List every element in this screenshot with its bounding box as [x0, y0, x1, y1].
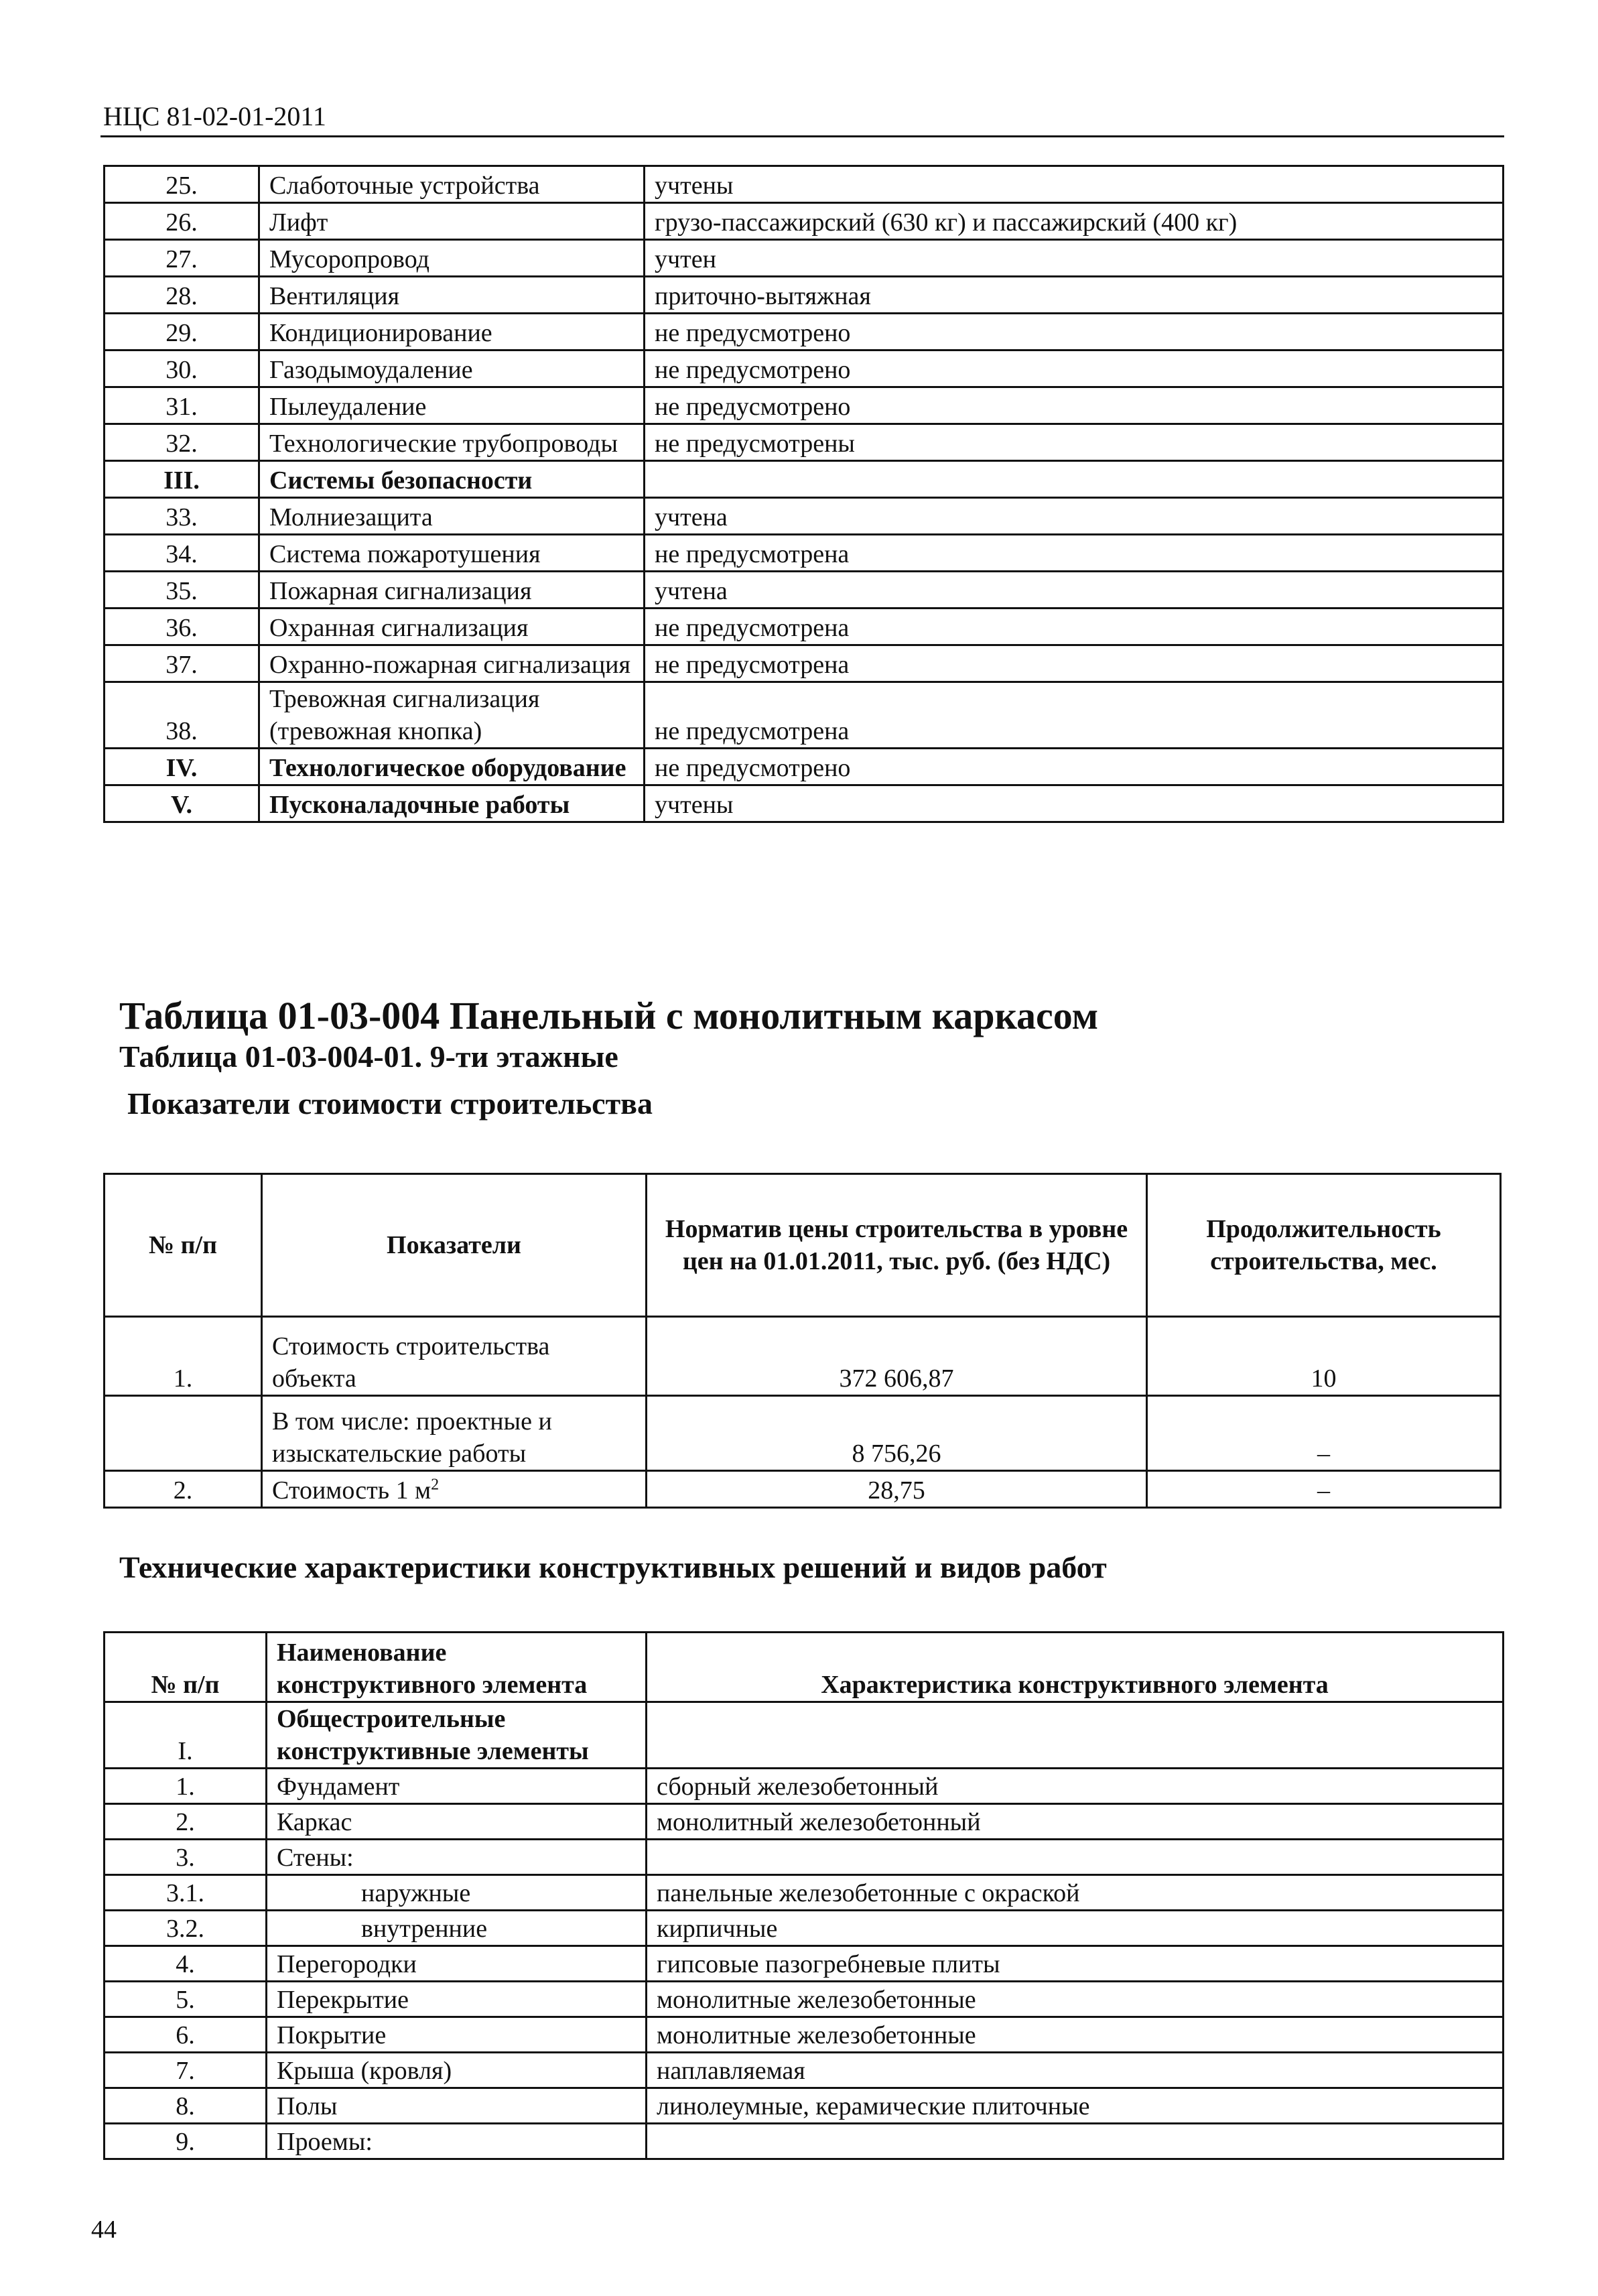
row-num: 3. — [105, 1840, 267, 1875]
row-name: Мусоропровод — [259, 240, 645, 277]
row-value: не предусмотрено — [645, 350, 1504, 387]
row-num: 26. — [105, 203, 259, 240]
row-name: Пожарная сигнализация — [259, 572, 645, 609]
row-value — [647, 1840, 1504, 1875]
table-row — [105, 1317, 1501, 1396]
table-row — [105, 1396, 1501, 1471]
row-name: Полы — [267, 2088, 647, 2124]
row-num — [105, 1396, 262, 1471]
row-value: не предусмотрена — [645, 645, 1504, 682]
row-value: учтена — [645, 572, 1504, 609]
table-row — [105, 387, 1504, 424]
table-row — [105, 1982, 1504, 2017]
row-value: монолитные железобетонные — [647, 1982, 1504, 2017]
table-row — [105, 2088, 1504, 2124]
table-row — [105, 785, 1504, 822]
row-name: Охранная сигнализация — [259, 609, 645, 645]
table-title: Таблица 01-03-004 Панельный с монолитным каркасом — [119, 994, 1099, 1037]
row-name: Система пожаротушения — [259, 535, 645, 572]
row-duration: – — [1147, 1396, 1501, 1471]
col-header-indicators: Показатели — [262, 1174, 647, 1317]
row-num: 38. — [105, 682, 259, 749]
table-row — [105, 461, 1504, 498]
row-price: 372 606,87 — [647, 1317, 1147, 1396]
row-name: Перекрытие — [267, 1982, 647, 2017]
tech-table — [103, 1631, 1504, 2160]
row-name: Газодымоудаление — [259, 350, 645, 387]
table-row — [105, 277, 1504, 314]
cost-table — [103, 1173, 1502, 1509]
row-num: 8. — [105, 2088, 267, 2124]
row-name: Молниезащита — [259, 498, 645, 535]
row-value: не предусмотрена — [645, 535, 1504, 572]
table-row — [105, 314, 1504, 350]
row-num: 36. — [105, 609, 259, 645]
row-name: Проемы: — [267, 2124, 647, 2159]
row-num: 32. — [105, 424, 259, 461]
row-name: наружные — [267, 1875, 647, 1911]
tech-heading: Технические характеристики конструктивных решений и видов работ — [119, 1550, 1107, 1584]
row-value: линолеумные, керамические плиточные — [647, 2088, 1504, 2124]
row-duration: – — [1147, 1471, 1501, 1508]
table-row — [105, 1471, 1501, 1508]
row-value: сборный железобетонный — [647, 1769, 1504, 1804]
row-num: 2. — [105, 1804, 267, 1840]
table-row — [105, 1911, 1504, 1946]
row-name: Стоимость строительства объекта — [262, 1317, 647, 1396]
table-row — [105, 424, 1504, 461]
document-code: НЦС 81-02-01-2011 — [103, 101, 326, 131]
header-rule — [101, 135, 1504, 137]
row-value: не предусмотрено — [645, 314, 1504, 350]
row-value: не предусмотрено — [645, 749, 1504, 785]
row-value: монолитный железобетонный — [647, 1804, 1504, 1840]
row-value — [647, 2124, 1504, 2159]
table-row — [105, 240, 1504, 277]
row-name: Крыша (кровля) — [267, 2053, 647, 2088]
row-value: не предусмотрена — [645, 609, 1504, 645]
row-value: учтен — [645, 240, 1504, 277]
table-row — [105, 1702, 1504, 1769]
page-number: 44 — [91, 2216, 117, 2244]
row-name: Стены: — [267, 1840, 647, 1875]
row-value: кирпичные — [647, 1911, 1504, 1946]
row-name: Тревожная сигнализация (тревожная кнопка) — [259, 682, 645, 749]
row-name: Технологические трубопроводы — [259, 424, 645, 461]
table-row — [105, 1840, 1504, 1875]
row-name: Системы безопасности — [259, 461, 645, 498]
row-name: Пусконаладочные работы — [259, 785, 645, 822]
row-name: Вентиляция — [259, 277, 645, 314]
row-num: 29. — [105, 314, 259, 350]
table-row — [105, 2124, 1504, 2159]
row-name-text: Стоимость 1 м — [272, 1476, 431, 1505]
table-row — [105, 2017, 1504, 2053]
row-num: 3.2. — [105, 1911, 267, 1946]
superscript: 2 — [431, 1476, 440, 1494]
row-name: Фундамент — [267, 1769, 647, 1804]
row-num: 25. — [105, 166, 259, 203]
row-price: 8 756,26 — [647, 1396, 1147, 1471]
row-name: Охранно-пожарная сигнализация — [259, 645, 645, 682]
row-name: В том числе: проектные и изыскательские работы — [262, 1396, 647, 1471]
table-row — [105, 535, 1504, 572]
row-num: 1. — [105, 1769, 267, 1804]
row-num: 34. — [105, 535, 259, 572]
table-row — [105, 682, 1504, 749]
row-name: Слаботочные устройства — [259, 166, 645, 203]
row-num: 31. — [105, 387, 259, 424]
cost-heading: Показатели стоимости строительства — [127, 1086, 653, 1121]
col-header-num: № п/п — [105, 1174, 262, 1317]
row-name — [262, 1471, 647, 1508]
row-num: 3.1. — [105, 1875, 267, 1911]
row-name: Лифт — [259, 203, 645, 240]
row-value: не предусмотрены — [645, 424, 1504, 461]
row-num: V. — [105, 785, 259, 822]
row-name: Каркас — [267, 1804, 647, 1840]
row-value: наплавляемая — [647, 2053, 1504, 2088]
table-row — [105, 2053, 1504, 2088]
table-row — [105, 645, 1504, 682]
row-num: 9. — [105, 2124, 267, 2159]
table-row — [105, 350, 1504, 387]
row-num: 27. — [105, 240, 259, 277]
table-row — [105, 203, 1504, 240]
row-name: Технологическое оборудование — [259, 749, 645, 785]
row-num: 7. — [105, 2053, 267, 2088]
row-num: 6. — [105, 2017, 267, 2053]
table-subtitle: Таблица 01-03-004-01. 9-ти этажные — [119, 1039, 618, 1074]
row-num: III. — [105, 461, 259, 498]
table-row — [105, 572, 1504, 609]
row-num: 35. — [105, 572, 259, 609]
row-price: 28,75 — [647, 1471, 1147, 1508]
col-header-duration: Продолжительность строительства, мес. — [1147, 1174, 1501, 1317]
table-row — [105, 609, 1504, 645]
row-value: учтена — [645, 498, 1504, 535]
row-value: не предусмотрено — [645, 387, 1504, 424]
row-value — [647, 1702, 1504, 1769]
col-header-price: Норматив цены строительства в уровне цен на 01.01.2011, тыс. руб. (без НДС) — [647, 1174, 1147, 1317]
row-num: 5. — [105, 1982, 267, 2017]
col-header-num: № п/п — [105, 1633, 267, 1702]
row-value: приточно-вытяжная — [645, 277, 1504, 314]
table-row — [105, 1946, 1504, 1982]
table-row — [105, 1769, 1504, 1804]
row-value: учтены — [645, 166, 1504, 203]
row-value — [645, 461, 1504, 498]
table-row — [105, 1875, 1504, 1911]
row-name: Перегородки — [267, 1946, 647, 1982]
col-header-element: Наименование конструктивного элемента — [267, 1633, 647, 1702]
table-row — [105, 498, 1504, 535]
row-name: внутренние — [267, 1911, 647, 1946]
row-num: I. — [105, 1702, 267, 1769]
row-num: 2. — [105, 1471, 262, 1508]
row-value: не предусмотрена — [645, 682, 1504, 749]
col-header-characteristic: Характеристика конструктивного элемента — [647, 1633, 1504, 1702]
row-name: Покрытие — [267, 2017, 647, 2053]
table-row — [105, 749, 1504, 785]
row-value: гипсовые пазогребневые плиты — [647, 1946, 1504, 1982]
table-row — [105, 1804, 1504, 1840]
row-num: 4. — [105, 1946, 267, 1982]
row-num: 33. — [105, 498, 259, 535]
row-num: 30. — [105, 350, 259, 387]
row-value: грузо-пассажирский (630 кг) и пассажирский (400 кг) — [645, 203, 1504, 240]
systems-table — [103, 165, 1504, 823]
row-value: учтены — [645, 785, 1504, 822]
row-num: 28. — [105, 277, 259, 314]
row-num: 37. — [105, 645, 259, 682]
row-num: 1. — [105, 1317, 262, 1396]
row-value: панельные железобетонные с окраской — [647, 1875, 1504, 1911]
row-num: IV. — [105, 749, 259, 785]
row-value: монолитные железобетонные — [647, 2017, 1504, 2053]
row-name: Пылеудаление — [259, 387, 645, 424]
row-duration: 10 — [1147, 1317, 1501, 1396]
row-name: Кондиционирование — [259, 314, 645, 350]
table-row — [105, 166, 1504, 203]
row-name: Общестроительные конструктивные элементы — [267, 1702, 647, 1769]
